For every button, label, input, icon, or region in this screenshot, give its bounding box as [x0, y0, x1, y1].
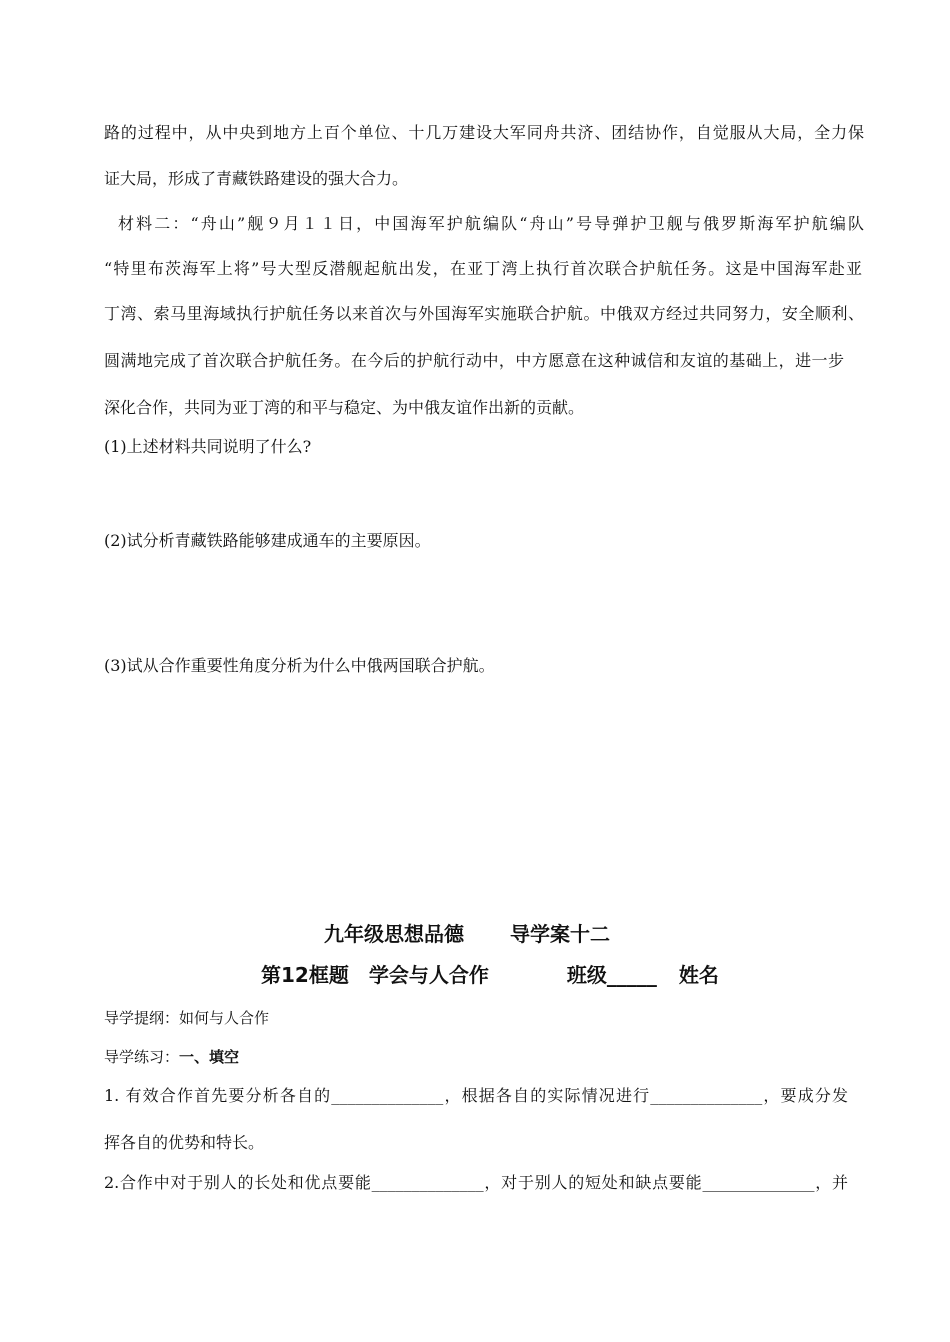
- page-subtitle: [261, 963, 719, 987]
- question-1: (1)上述材料共同说明了什么?: [104, 437, 312, 456]
- subtitle-class-field: 班级_____: [566, 963, 657, 987]
- page-title: [324, 922, 610, 946]
- question-3: (3)试从合作重要性角度分析为什么中俄两国联合护航。: [104, 656, 495, 675]
- subtitle-topic: 第12框题 学会与人合作: [261, 963, 489, 987]
- material-2-line-5: 深化合作，共同为亚丁湾的和平与稳定、为中俄友谊作出新的贡献。: [104, 398, 585, 417]
- passage-line-1: 路的过程中，从中央到地方上百个单位、十几万建设大军同舟共济、团结协作，自觉服从大局，全力保: [104, 123, 864, 142]
- question-2: (2)试分析青藏铁路能够建成通车的主要原因。: [104, 531, 431, 550]
- subtitle-name-field: 姓名: [678, 963, 719, 987]
- guide-practice-section: 一、填空: [179, 1048, 240, 1066]
- passage-line-2: 证大局，形成了青藏铁路建设的强大合力。: [104, 169, 409, 188]
- guide-outline-text: 如何与人合作: [179, 1009, 270, 1027]
- title-case-number: 导学案十二: [510, 922, 610, 946]
- guide-outline-label: 导学提纲：: [104, 1009, 180, 1027]
- guide-outline: [104, 1008, 864, 1028]
- fill-in-item-1-line-2: 挥各自的优势和特长。: [104, 1133, 265, 1152]
- material-2-line-2: “特里布茨海军上将”号大型反潜舰起航出发，在亚丁湾上执行首次联合护航任务。这是中国海军赴亚: [104, 259, 862, 278]
- material-2-line-1: 材料二：“舟山”舰９月１１日，中国海军护航编队“舟山”号导弹护卫舰与俄罗斯海军护航编队: [118, 214, 864, 233]
- guide-practice: [104, 1047, 864, 1067]
- title-subject: 九年级思想品德: [324, 922, 464, 946]
- material-2-line-4: 圆满地完成了首次联合护航任务。在今后的护航行动中，中方愿意在这种诚信和友谊的基础上，进一步: [104, 351, 844, 370]
- guide-practice-label: 导学练习：: [104, 1048, 180, 1066]
- fill-in-item-1-line-1: 1. 有效合作首先要分析各自的______________，根据各自的实际情况进行______________，要成分发: [104, 1086, 848, 1105]
- fill-in-item-2-line-1: 2.合作中对于别人的长处和优点要能______________，对于别人的短处和缺点要能______________，并: [104, 1173, 848, 1192]
- material-2-line-3: 丁湾、索马里海域执行护航任务以来首次与外国海军实施联合护航。中俄双方经过共同努力，安全顺利、: [104, 304, 864, 323]
